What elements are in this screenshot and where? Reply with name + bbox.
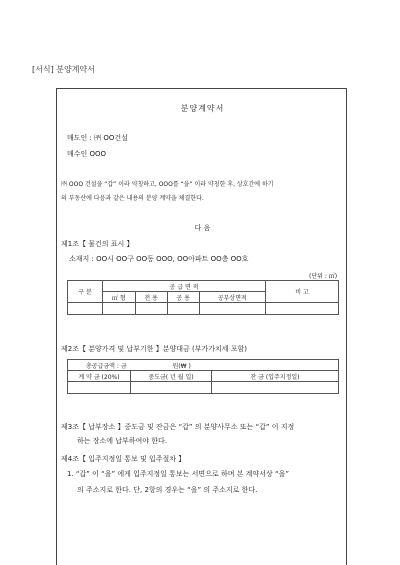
form-label: [서식] 분양계약서 [32, 65, 95, 74]
table-cell [103, 303, 136, 315]
intro-line-2: 의 부동산에 다음과 같은 내용의 분양 계약을 체결한다. [61, 195, 204, 202]
payment-header-balance: 잔 금 (입주지정일) [212, 371, 339, 382]
property-table-sub-registered: 공부상면적 [199, 292, 265, 303]
seller-line: 매도인 : ㈜ OO건설 [67, 134, 128, 142]
article-2-title: 제2조【 분양가격 및 납부기한 】분양대금 (부가가치세 포함) [61, 345, 248, 353]
article-1-location: 소재지 : OO시 OO구 OO동 OOO, OO아파트 OO층 OO호 [69, 255, 249, 263]
table-cell [266, 303, 339, 315]
table-cell [68, 382, 131, 394]
document-title: 분양계약서 [180, 104, 225, 113]
payment-total-row [68, 360, 339, 371]
article-1-title: 제1조【 물건의 표시 】 [61, 240, 134, 248]
payment-total-label: 총공급금액 : 금 [86, 362, 127, 370]
contract-document [56, 88, 347, 565]
article-3-line-1: 제3조【 납부장소 】중도금 및 잔금은 “갑” 의 분양사무소 또는 “갑” 이 지정 [61, 423, 295, 431]
table-cell [199, 303, 265, 315]
payment-header-down: 계 약 금 (20%) [68, 371, 131, 382]
payment-header-mid: 중도금( 년 월 일) [131, 371, 212, 382]
article-4-line-2: 의 주소지로 한다. 단, 2항의 경우는 “을” 의 주소지로 한다. [77, 486, 258, 494]
table-cell [212, 382, 339, 394]
property-table-sub-exclusive: 전 용 [135, 292, 167, 303]
property-table-header-note: 비 고 [266, 281, 339, 303]
table-cell [68, 303, 103, 315]
table-cell [135, 303, 167, 315]
table-cell [167, 303, 199, 315]
table-cell [131, 382, 212, 394]
article-3-line-2: 하는 장소에 납부하여야 한다. [77, 437, 168, 445]
property-table [67, 280, 339, 315]
property-table-header-category: 구 분 [68, 281, 103, 303]
property-table-sub-common: 공 용 [167, 292, 199, 303]
property-table-header-area: 공 급 면 적 [103, 281, 266, 292]
heading-following: 다 음 [194, 224, 211, 232]
intro-line-1: ㈜ OOO 건설을 “갑” 이라 약칭하고, OOO를 “을” 이라 약칭한 후, 상호간에 하기 [61, 181, 274, 188]
article-4-title: 제4조【 입주지정일 통보 및 입주절차 】 [61, 455, 186, 463]
buyer-line: 매수인 OOO [67, 150, 107, 158]
article-1-unit: (단위 : ㎡) [309, 273, 338, 280]
article-4-line-1: 1. “갑” 이 “을” 에게 입주지정일 통보는 서면으로 하며 본 계약서상 “을” [67, 470, 289, 478]
payment-total-value: 원(₩ ) [172, 362, 191, 370]
payment-table [67, 359, 339, 394]
property-table-sub-type: ㎡ 형 [103, 292, 136, 303]
